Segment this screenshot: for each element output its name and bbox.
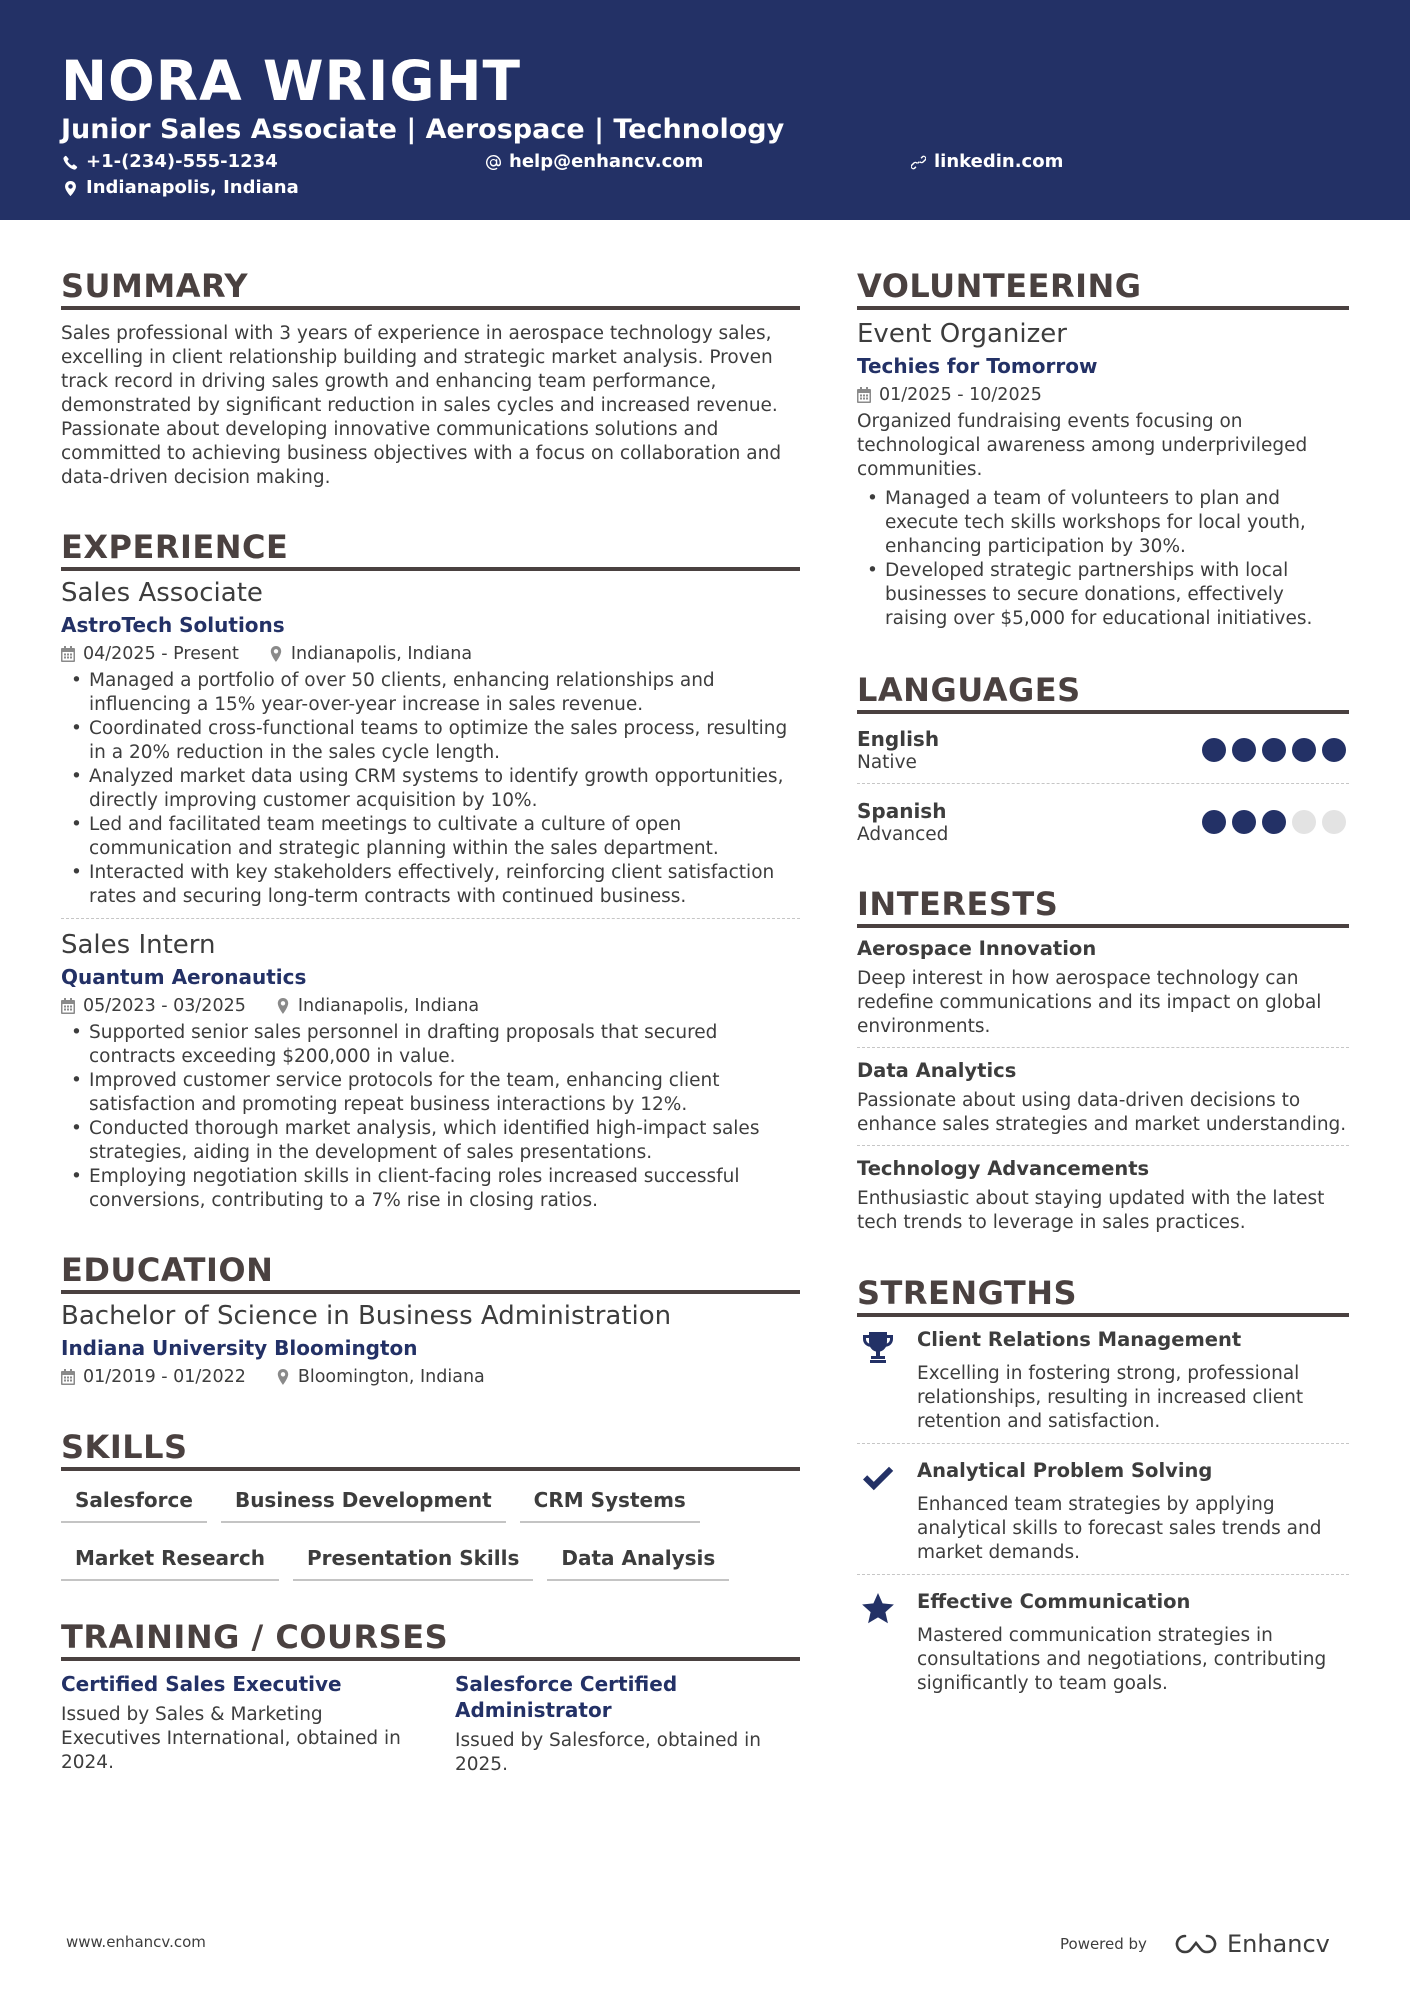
language-level: Advanced xyxy=(857,824,949,845)
experience-section xyxy=(61,527,800,1213)
education-section xyxy=(61,1250,800,1389)
skill-tag: Salesforce xyxy=(61,1481,207,1523)
job-dates xyxy=(61,994,246,1018)
rating-dot-filled xyxy=(1232,738,1256,762)
rating-dot-filled xyxy=(1232,810,1256,834)
skills-section xyxy=(61,1427,800,1581)
job-bullets xyxy=(65,1021,800,1213)
section-title-training: TRAINING / COURSES xyxy=(61,1617,800,1661)
volunteer-dates xyxy=(857,383,1042,407)
volunteer-role: Event Organizer xyxy=(857,319,1067,349)
volunteer-dates-text: 01/2025 - 10/2025 xyxy=(879,385,1042,405)
link-icon xyxy=(911,155,926,170)
job-title: Sales Intern xyxy=(61,930,216,960)
rating-dot-filled xyxy=(1202,810,1226,834)
course-item xyxy=(61,1671,401,1777)
linkedin-text[interactable]: linkedin.com xyxy=(934,151,1064,172)
interest-title: Technology Advancements xyxy=(857,1157,1150,1180)
contact-linkedin[interactable] xyxy=(911,151,1063,173)
location-pin-icon xyxy=(276,1369,290,1385)
course-description: Issued by Sales & Marketing Executives International, obtained in 2024. xyxy=(61,1704,401,1773)
divider xyxy=(857,1047,1349,1048)
rating-dot-empty xyxy=(1292,810,1316,834)
section-title-experience: EXPERIENCE xyxy=(61,527,800,571)
rating-dot-filled xyxy=(1292,738,1316,762)
rating-dot-filled xyxy=(1262,738,1286,762)
section-title-summary: SUMMARY xyxy=(61,266,800,310)
language-name: English xyxy=(857,727,940,751)
rating-dot-empty xyxy=(1322,810,1346,834)
interest-item xyxy=(857,1156,1349,1235)
course-description: Issued by Salesforce, obtained in 2025. xyxy=(455,1730,762,1775)
candidate-name: NORA WRIGHT xyxy=(61,49,522,113)
job-title: Sales Associate xyxy=(61,578,263,608)
resume-header xyxy=(0,0,1410,220)
email-text[interactable]: help@enhancv.com xyxy=(509,151,704,172)
list-item: • Coordinated cross-functional teams to optimize the sales process, resulting in a 20% reduction in the sales cycle length. xyxy=(65,717,800,765)
skill-tag: Market Research xyxy=(61,1539,279,1581)
strength-item xyxy=(857,1458,1349,1565)
divider xyxy=(857,783,1349,784)
divider xyxy=(61,918,800,919)
list-item: • Led and facilitated team meetings to cultivate a culture of open communication and strategic planning within the sales department. xyxy=(65,813,800,861)
list-item: • Interacted with key stakeholders effectively, reinforcing client satisfaction rates and securing long-term contracts with continued business. xyxy=(65,861,800,909)
strength-description: Excelling in fostering strong, professional relationships, resulting in increased client retention and satisfaction. xyxy=(917,1363,1304,1432)
location-text: Indianapolis, Indiana xyxy=(86,177,299,198)
job-meta xyxy=(61,642,800,666)
experience-entry xyxy=(61,929,800,1213)
section-title-interests: INTERESTS xyxy=(857,884,1349,928)
interest-title: Data Analytics xyxy=(857,1059,1017,1082)
strength-item xyxy=(857,1327,1349,1434)
location-pin-icon xyxy=(63,181,78,196)
at-icon xyxy=(486,155,501,170)
divider xyxy=(857,1443,1349,1444)
education-location xyxy=(276,1365,485,1389)
list-item: • Managed a portfolio of over 50 clients, enhancing relationships and influencing a 15% year-over-year increase in sales revenue. xyxy=(65,669,800,717)
contact-location xyxy=(63,177,299,199)
skills-list-row-2 xyxy=(61,1539,800,1581)
list-item: • Improved customer service protocols for the team, enhancing client satisfaction and promoting repeat business interactions by 12%. xyxy=(65,1069,800,1117)
skill-tag: Business Development xyxy=(221,1481,506,1523)
section-title-skills: SKILLS xyxy=(61,1427,800,1471)
list-item: • Supported senior sales personnel in drafting proposals that secured contracts exceeding $200,000 in value. xyxy=(65,1021,800,1069)
section-title-strengths: STRENGTHS xyxy=(857,1273,1349,1317)
rating-dot-filled xyxy=(1262,810,1286,834)
job-dates-text: 05/2023 - 03/2025 xyxy=(83,996,246,1016)
degree-title: Bachelor of Science in Business Administration xyxy=(61,1301,672,1331)
list-item: • Employing negotiation skills in client-facing roles increased successful conversions, contributing to a 7% rise in closing ratios. xyxy=(65,1165,800,1213)
volunteering-section xyxy=(857,266,1349,631)
skill-tag: Presentation Skills xyxy=(293,1539,533,1581)
section-title-languages: LANGUAGES xyxy=(857,670,1349,714)
interest-description: Deep interest in how aerospace technology can redefine communications and its impact on global environments. xyxy=(857,968,1322,1037)
education-meta xyxy=(61,1365,800,1389)
job-bullets xyxy=(65,669,800,909)
calendar-icon xyxy=(857,387,871,403)
education-dates xyxy=(61,1365,246,1389)
job-dates xyxy=(61,642,239,666)
list-item: • Managed a team of volunteers to plan and execute tech skills workshops for local youth, enhancing participation by 30%. xyxy=(861,487,1349,559)
brand-name: Enhancv xyxy=(1226,1930,1330,1958)
list-item: • Conducted thorough market analysis, which identified high-impact sales strategies, aiding in the development of sales presentations. xyxy=(65,1117,800,1165)
job-location xyxy=(276,994,479,1018)
list-item: • Developed strategic partnerships with local businesses to secure donations, effectively raising over $5,000 for educational initiatives. xyxy=(861,559,1349,631)
education-location-text: Bloomington, Indiana xyxy=(297,1367,485,1387)
course-title: Certified Sales Executive xyxy=(61,1672,342,1696)
interest-item xyxy=(857,936,1349,1039)
strength-title: Analytical Problem Solving xyxy=(917,1459,1213,1482)
section-title-volunteering: VOLUNTEERING xyxy=(857,266,1349,310)
experience-entry xyxy=(61,577,800,909)
location-pin-icon xyxy=(276,998,290,1014)
strength-item xyxy=(857,1589,1349,1696)
interests-section xyxy=(857,884,1349,1235)
interest-title: Aerospace Innovation xyxy=(857,937,1097,960)
footer-website[interactable]: www.enhancv.com xyxy=(66,1933,206,1951)
location-pin-icon xyxy=(269,646,283,662)
phone-icon xyxy=(63,155,78,170)
section-title-education: EDUCATION xyxy=(61,1250,800,1294)
job-meta xyxy=(61,994,800,1018)
languages-section xyxy=(857,670,1349,855)
volunteer-bullets xyxy=(861,487,1349,631)
skill-tag: CRM Systems xyxy=(520,1481,700,1523)
language-level: Native xyxy=(857,752,917,773)
education-dates-text: 01/2019 - 01/2022 xyxy=(83,1367,246,1387)
volunteer-description: Organized fundraising events focusing on technological awareness among underprivileged communities. xyxy=(857,411,1308,480)
course-title: Salesforce Certified Administrator xyxy=(455,1672,678,1722)
language-item xyxy=(857,796,1349,855)
strengths-section xyxy=(857,1273,1349,1696)
list-item: • Analyzed market data using CRM systems to identify growth opportunities, directly improving customer acquisition by 10%. xyxy=(65,765,800,813)
strength-title: Effective Communication xyxy=(917,1590,1191,1613)
contact-email[interactable] xyxy=(486,151,703,173)
job-location-text: Indianapolis, Indiana xyxy=(297,996,480,1016)
language-item xyxy=(857,724,1349,783)
trophy-icon xyxy=(860,1329,896,1365)
volunteer-org: Techies for Tomorrow xyxy=(857,354,1098,378)
interest-item xyxy=(857,1058,1349,1137)
courses-list xyxy=(61,1671,800,1777)
right-column xyxy=(857,266,1349,1696)
volunteer-meta xyxy=(857,383,1349,407)
school-name: Indiana University Bloomington xyxy=(61,1336,418,1360)
language-rating xyxy=(1202,810,1346,834)
star-icon xyxy=(860,1591,896,1627)
calendar-icon xyxy=(61,646,75,662)
enhancv-logo-icon xyxy=(1173,1932,1219,1956)
phone-text: +1-(234)-555-1234 xyxy=(86,151,278,172)
language-name: Spanish xyxy=(857,799,947,823)
company-name: AstroTech Solutions xyxy=(61,613,285,637)
left-column xyxy=(61,266,800,1777)
calendar-icon xyxy=(61,1369,75,1385)
job-dates-text: 04/2025 - Present xyxy=(83,644,239,664)
brand-logo[interactable] xyxy=(1173,1930,1330,1958)
powered-by-label: Powered by xyxy=(1060,1935,1147,1953)
company-name: Quantum Aeronautics xyxy=(61,965,307,989)
strength-description: Mastered communication strategies in consultations and negotiations, contributing significantly to team goals. xyxy=(917,1625,1327,1694)
course-item xyxy=(455,1671,795,1777)
job-location-text: Indianapolis, Indiana xyxy=(290,644,473,664)
divider xyxy=(857,1574,1349,1575)
rating-dot-filled xyxy=(1322,738,1346,762)
interest-description: Enthusiastic about staying updated with the latest tech trends to leverage in sales practices. xyxy=(857,1188,1325,1233)
divider xyxy=(857,1145,1349,1146)
summary-text: Sales professional with 3 years of experience in aerospace technology sales, excelling in client relationship building and strategic market analysis. Proven track record in driving sales growth and enhancing team performance, demonstrated by significant reduction in sales cycles and increased revenue. Passionate about developing innovative communications solutions and committed to achieving business objectives with a focus on collaboration and data-driven decision making. xyxy=(61,323,782,488)
contact-phone xyxy=(63,151,278,173)
job-location xyxy=(269,642,472,666)
strength-description: Enhanced team strategies by applying analytical skills to forecast sales trends and market demands. xyxy=(917,1494,1322,1563)
calendar-icon xyxy=(61,998,75,1014)
language-rating xyxy=(1202,738,1346,762)
skill-tag: Data Analysis xyxy=(547,1539,729,1581)
checkmark-icon xyxy=(860,1460,896,1496)
skills-list xyxy=(61,1481,800,1523)
candidate-tagline: Junior Sales Associate | Aerospace | Technology xyxy=(61,114,785,145)
interest-description: Passionate about using data-driven decisions to enhance sales strategies and market understanding. xyxy=(857,1090,1347,1135)
footer-branding xyxy=(1060,1930,1330,1958)
strength-title: Client Relations Management xyxy=(917,1328,1242,1351)
summary-section xyxy=(61,266,800,490)
rating-dot-filled xyxy=(1202,738,1226,762)
training-section xyxy=(61,1617,800,1777)
